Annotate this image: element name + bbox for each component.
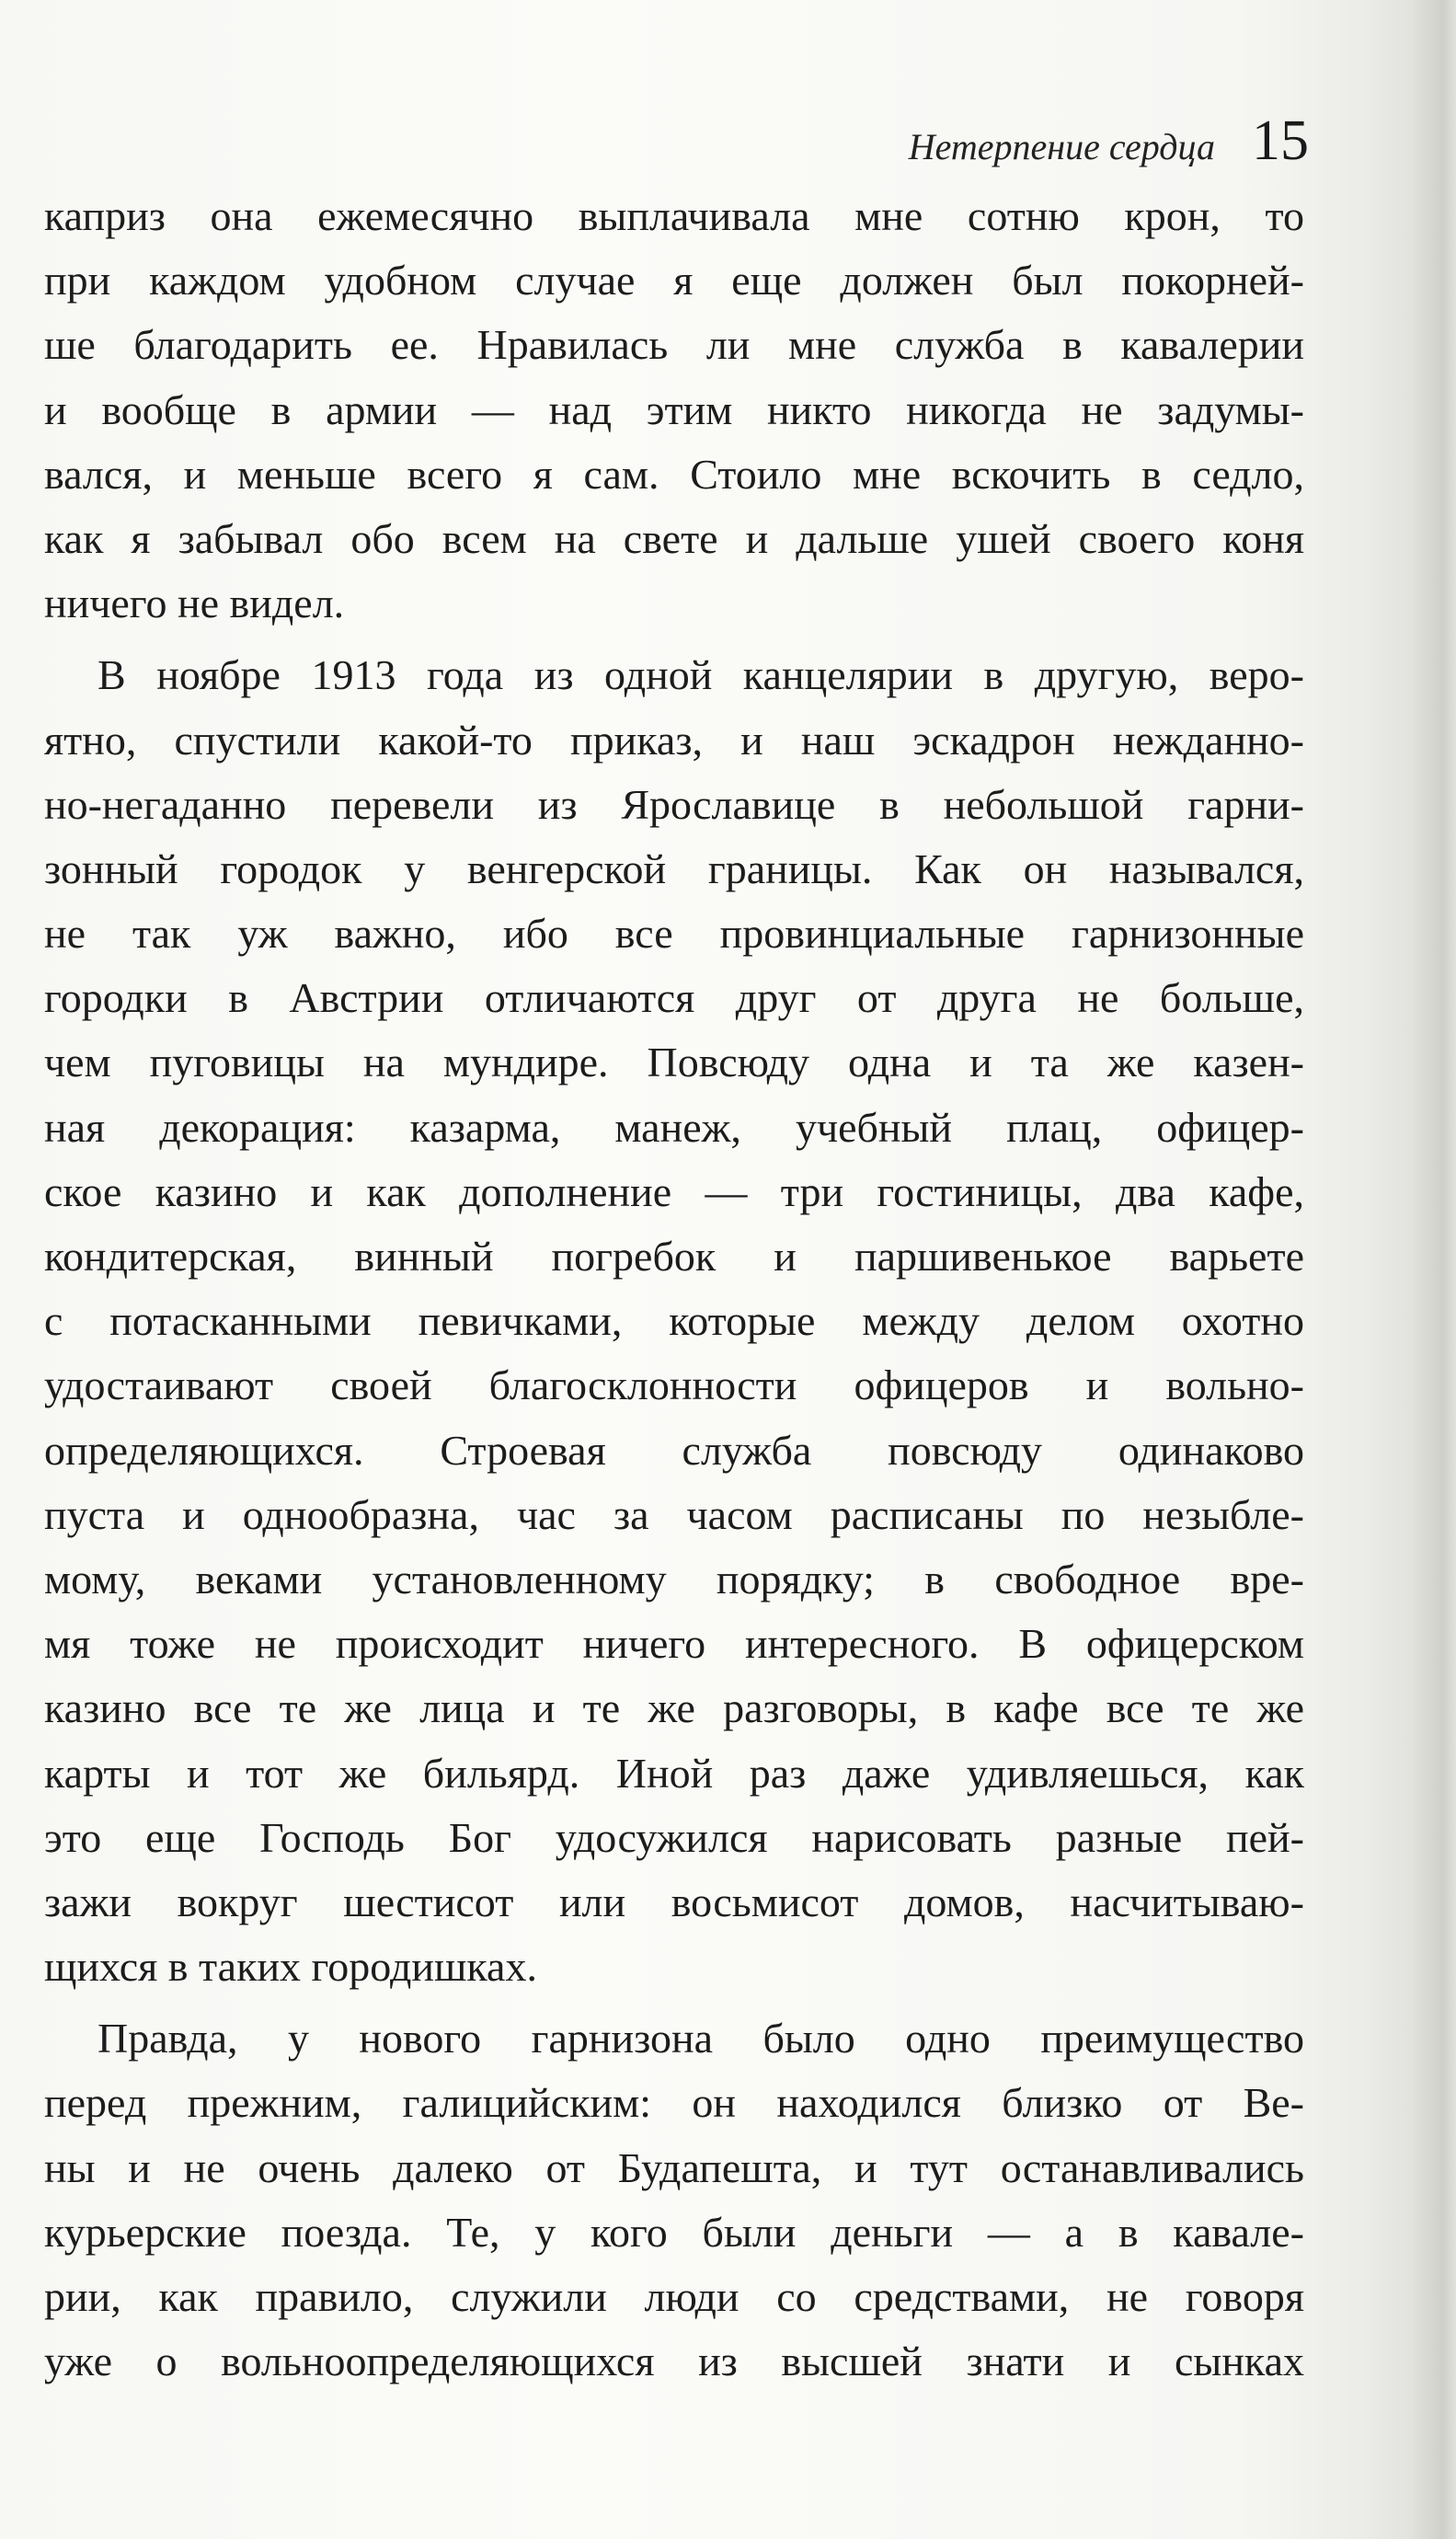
text-line: казино все те же лица и те же разговоры, в кафе все те же: [44, 1684, 1304, 1732]
text-line: ничего не видел.: [44, 580, 345, 627]
text-line: это еще Господь Бог удосужился нарисовать разные пей-: [44, 1813, 1304, 1861]
text-line: и вообще в армии — над этим никто никогда не задумы-: [44, 385, 1304, 433]
text-line: курьерские поезда. Те, у кого были деньги — а в кавале-: [44, 2208, 1304, 2256]
text-line: ятно, спустили какой-то приказ, и наш эскадрон нежданно-: [44, 716, 1304, 764]
text-line: карты и тот же бильярд. Иной раз даже удивляешься, как: [44, 1749, 1304, 1797]
body-text: [44, 184, 1304, 2394]
text-line: городки в Австрии отличаются друг от друга не больше,: [44, 974, 1304, 1022]
text-line: щихся в таких городишках.: [44, 1943, 537, 1991]
text-line: как я забывал обо всем на свете и дальше ушей своего коня: [44, 514, 1304, 562]
text-line: перед прежним, галицийским: он находился близко от Ве-: [44, 2079, 1304, 2127]
paragraph: [44, 184, 1304, 636]
text-line: уже о вольноопределяющихся из высшей знати и сынках: [44, 2338, 1304, 2385]
text-line: пуста и однообразна, час за часом расписаны по незыбле-: [44, 1490, 1304, 1538]
text-line: кондитерская, винный погребок и паршивенькое варьете: [44, 1233, 1304, 1280]
text-line: В ноябре 1913 года из одной канцелярии в другую, веро-: [97, 651, 1304, 699]
running-head: [909, 109, 1309, 182]
text-line: мя тоже не происходит ничего интересного. В офицерском: [44, 1620, 1304, 1668]
text-line: ше благодарить ее. Нравилась ли мне служба в кавалерии: [44, 321, 1304, 369]
text-line: зажи вокруг шестисот или восьмисот домов, насчитываю-: [44, 1878, 1304, 1925]
paragraph: [44, 2006, 1304, 2394]
text-line: вался, и меньше всего я сам. Стоило мне вскочить в седло,: [44, 450, 1304, 498]
text-line: но-негаданно перевели из Ярославице в небольшой гарни-: [44, 780, 1304, 828]
text-line: ское казино и как дополнение — три гостиницы, два кафе,: [44, 1167, 1304, 1215]
page-edge: [1412, 0, 1456, 2539]
text-line: Правда, у нового гарнизона было одно преимущество: [97, 2015, 1304, 2062]
text-line: определяющихся. Строевая служба повсюду одинаково: [44, 1426, 1304, 1474]
text-line: ны и не очень далеко от Будапешта, и тут останавливались: [44, 2143, 1304, 2191]
text-line: с потасканными певичками, которые между делом охотно: [44, 1297, 1304, 1345]
text-line: рии, как правило, служили люди со средствами, не говоря: [44, 2273, 1304, 2320]
running-title: Нетерпение сердца: [908, 126, 1215, 167]
text-line: ная декорация: казарма, манеж, учебный плац, офицер-: [44, 1103, 1304, 1151]
text-line: удостаивают своей благосклонности офицеров и вольно-: [44, 1361, 1304, 1409]
text-line: зонный городок у венгерской границы. Как он назывался,: [44, 844, 1304, 892]
text-line: мому, веками установленному порядку; в свободное вре-: [44, 1555, 1304, 1603]
paragraph: [44, 643, 1304, 1999]
text-line: каприз она ежемесячно выплачивала мне сотню крон, то: [44, 192, 1304, 239]
text-line: чем пуговицы на мундире. Повсюду одна и та же казен-: [44, 1039, 1304, 1086]
text-line: при каждом удобном случае я еще должен был покорней-: [44, 257, 1304, 304]
text-line: не так уж важно, ибо все провинциальные гарнизонные: [44, 910, 1304, 958]
page-number: 15: [1252, 109, 1309, 172]
